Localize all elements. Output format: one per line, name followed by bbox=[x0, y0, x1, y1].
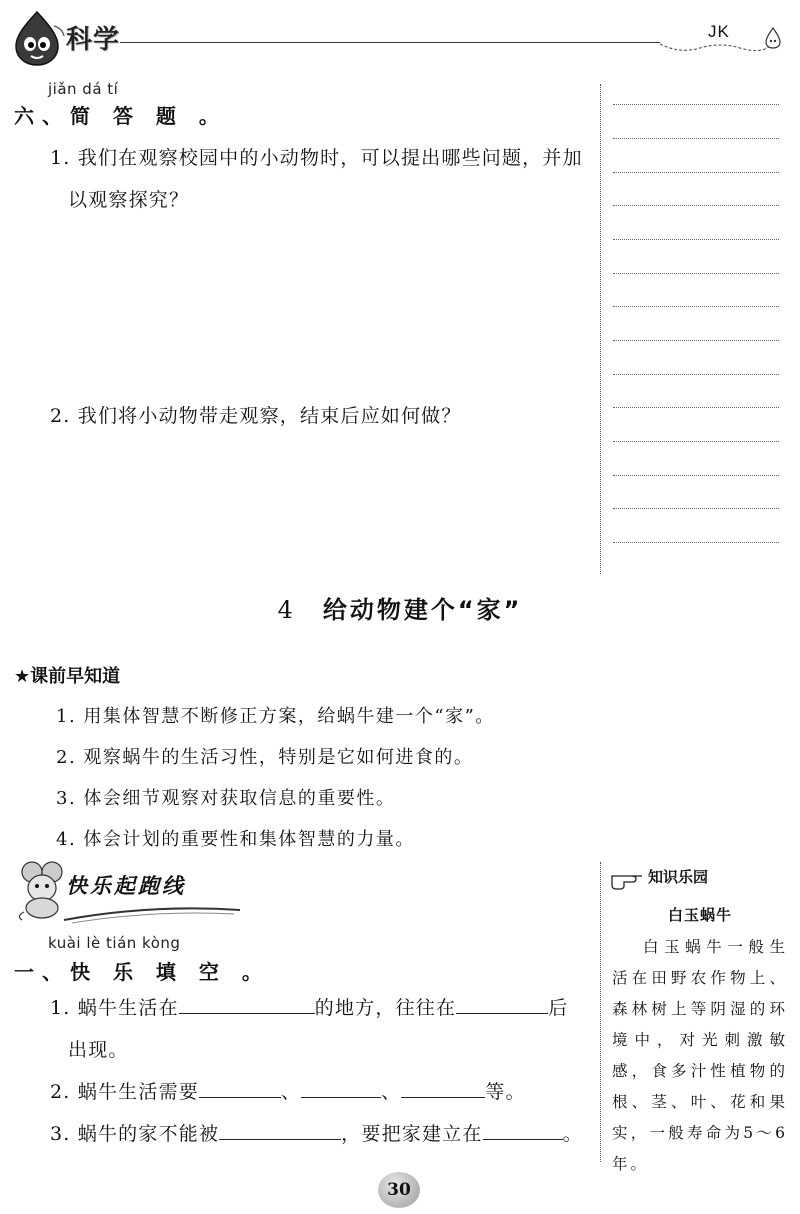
blank-input[interactable] bbox=[199, 1077, 281, 1098]
q2-sep: 、 bbox=[280, 1081, 302, 1103]
question-6-1-line1: 1. 我们在观察校园中的小动物时，可以提出哪些问题，并加 bbox=[50, 147, 583, 169]
question-1-1-line1 bbox=[50, 988, 568, 1028]
preview-item-3: 3. 体会细节观察对获取信息的重要性。 bbox=[56, 788, 396, 809]
preview-item-1: 1. 用集体智慧不断修正方案，给蜗牛建一个“家”。 bbox=[56, 706, 495, 727]
section6-title: 六、简 答 题 。 bbox=[14, 104, 227, 128]
blank-input[interactable] bbox=[483, 1119, 563, 1140]
note-line bbox=[613, 508, 779, 509]
note-line bbox=[613, 340, 779, 341]
question-6-1-line2: 以观察探究？ bbox=[68, 189, 190, 211]
answer-area-2[interactable] bbox=[20, 440, 590, 580]
answer-area-1[interactable] bbox=[20, 226, 590, 396]
question-6-2: 2. 我们将小动物带走观察，结束后应如何做？ bbox=[50, 405, 462, 427]
section1-title: 一、快 乐 填 空 。 bbox=[14, 960, 270, 984]
mascot-logo-icon bbox=[6, 8, 68, 68]
q1-text-c: 后 bbox=[548, 997, 569, 1019]
note-line bbox=[613, 542, 779, 543]
note-line bbox=[613, 407, 779, 408]
page-number: 30 bbox=[378, 1172, 420, 1208]
header-wave-decoration bbox=[660, 42, 770, 56]
banner-swoosh-decoration bbox=[62, 900, 242, 924]
lesson-title bbox=[0, 590, 800, 625]
blank-input[interactable] bbox=[456, 993, 548, 1014]
lesson-name: 给动物建个“家” bbox=[322, 596, 523, 624]
preview-item-4: 4. 体会计划的重要性和集体智慧的力量。 bbox=[56, 829, 415, 850]
q3-text-end: 。 bbox=[562, 1123, 583, 1145]
note-line bbox=[613, 374, 779, 375]
blank-input[interactable] bbox=[219, 1119, 341, 1140]
edition-label: JK bbox=[708, 22, 730, 41]
knowledge-body: 白玉蜗牛一般生活在田野农作物上、森林树上等阴湿的环境中，对光刺激敏感，食多汁性植物的根、茎、叶、花和果实，一般寿命为5～6年。 bbox=[612, 938, 788, 1173]
lesson-number: 4 bbox=[277, 596, 293, 624]
note-line bbox=[613, 306, 779, 307]
knowledge-garden-header: 知识乐园 bbox=[648, 868, 709, 886]
notes-column[interactable] bbox=[600, 84, 783, 574]
note-line bbox=[613, 475, 779, 476]
subject-badge: 科学 bbox=[66, 25, 121, 55]
question-1-1-line2: 出现。 bbox=[68, 1039, 129, 1061]
blank-input[interactable] bbox=[301, 1077, 381, 1098]
note-line bbox=[613, 205, 779, 206]
note-line bbox=[613, 441, 779, 442]
q2-sep: 、 bbox=[381, 1081, 402, 1103]
preview-item-2: 2. 观察蜗牛的生活习性，特别是它如何进食的。 bbox=[56, 747, 474, 768]
header-rule bbox=[120, 42, 660, 43]
pointing-hand-icon bbox=[610, 866, 646, 890]
section6-pinyin: jiǎn dá tí bbox=[48, 80, 119, 98]
q2-text-a: 2. 蜗牛生活需要 bbox=[50, 1081, 199, 1103]
blank-input[interactable] bbox=[179, 993, 315, 1014]
note-line bbox=[613, 172, 779, 173]
q1-text-b: 的地方，往往在 bbox=[314, 997, 457, 1019]
q3-text-b: ，要把家建立在 bbox=[341, 1123, 483, 1145]
preview-title: ★课前早知道 bbox=[14, 666, 121, 687]
note-line bbox=[613, 239, 779, 240]
drop-mascot-icon bbox=[762, 26, 784, 50]
note-line bbox=[613, 104, 779, 105]
section1-pinyin: kuài lè tián kòng bbox=[48, 934, 181, 952]
note-line bbox=[613, 138, 779, 139]
q1-text-a: 1. 蜗牛生活在 bbox=[50, 997, 179, 1019]
note-line bbox=[613, 273, 779, 274]
q2-text-end: 等。 bbox=[485, 1081, 526, 1103]
question-1-2 bbox=[50, 1072, 526, 1112]
knowledge-title: 白玉蜗牛 bbox=[667, 906, 732, 924]
banner-title: 快乐起跑线 bbox=[66, 874, 186, 898]
q3-text-a: 3. 蜗牛的家不能被 bbox=[50, 1123, 220, 1145]
question-1-3 bbox=[50, 1114, 583, 1154]
blank-input[interactable] bbox=[401, 1077, 485, 1098]
